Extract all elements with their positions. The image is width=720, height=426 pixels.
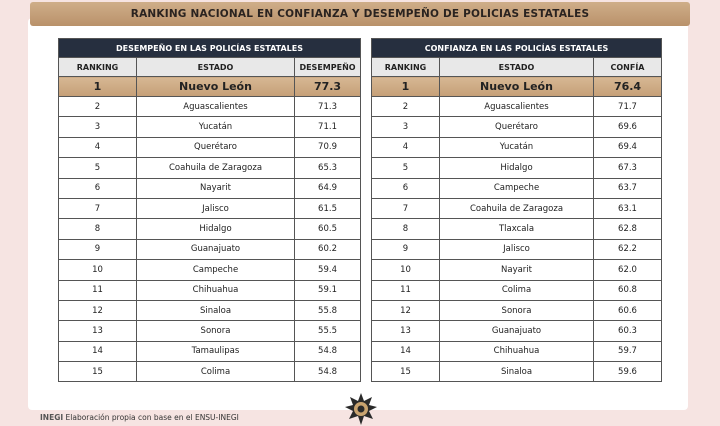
state-cell: Hidalgo — [440, 158, 594, 178]
value-cell: 62.8 — [594, 219, 662, 239]
ranking-cell: 10 — [59, 260, 137, 280]
table-row — [372, 300, 662, 320]
table-row — [59, 97, 361, 117]
table-row — [59, 341, 361, 361]
source-note — [40, 413, 239, 422]
table-row — [59, 300, 361, 320]
ranking-cell: 9 — [59, 239, 137, 259]
value-cell: 60.2 — [295, 239, 361, 259]
police-badge-icon — [344, 392, 378, 426]
state-cell: Nuevo León — [440, 77, 594, 97]
table-row — [372, 362, 662, 382]
column-header: RANKING — [372, 58, 440, 77]
ranking-cell: 13 — [372, 321, 440, 341]
ranking-cell: 2 — [59, 97, 137, 117]
table-row — [59, 117, 361, 137]
table-row — [59, 321, 361, 341]
value-cell: 65.3 — [295, 158, 361, 178]
ranking-cell: 3 — [372, 117, 440, 137]
state-cell: Nayarit — [440, 260, 594, 280]
state-cell: Colima — [440, 280, 594, 300]
state-cell: Hidalgo — [137, 219, 295, 239]
value-cell: 59.7 — [594, 341, 662, 361]
value-cell: 67.3 — [594, 158, 662, 178]
value-cell: 71.7 — [594, 97, 662, 117]
value-cell: 55.8 — [295, 300, 361, 320]
state-cell: Guanajuato — [440, 321, 594, 341]
table-row — [59, 260, 361, 280]
table-row — [372, 117, 662, 137]
value-cell: 69.6 — [594, 117, 662, 137]
column-header: RANKING — [59, 58, 137, 77]
table-row — [59, 280, 361, 300]
column-header: ESTADO — [440, 58, 594, 77]
ranking-cell: 15 — [59, 362, 137, 382]
state-cell: Tlaxcala — [440, 219, 594, 239]
ranking-cell: 4 — [59, 137, 137, 157]
table-row — [59, 77, 361, 97]
ranking-cell: 6 — [59, 178, 137, 198]
source-prefix: INEGI — [40, 413, 64, 422]
state-cell: Chihuahua — [137, 280, 295, 300]
state-cell: Campeche — [137, 260, 295, 280]
value-cell: 59.4 — [295, 260, 361, 280]
state-cell: Sinaloa — [137, 300, 295, 320]
value-cell: 71.3 — [295, 97, 361, 117]
value-cell: 62.0 — [594, 260, 662, 280]
table-row — [372, 178, 662, 198]
ranking-cell: 13 — [59, 321, 137, 341]
column-header: ESTADO — [137, 58, 295, 77]
table-row — [372, 260, 662, 280]
value-cell: 60.8 — [594, 280, 662, 300]
value-cell: 71.1 — [295, 117, 361, 137]
column-header: CONFÍA — [594, 58, 662, 77]
ranking-cell: 3 — [59, 117, 137, 137]
state-cell: Guanajuato — [137, 239, 295, 259]
ranking-cell: 9 — [372, 239, 440, 259]
value-cell: 63.7 — [594, 178, 662, 198]
state-cell: Yucatán — [440, 137, 594, 157]
state-cell: Campeche — [440, 178, 594, 198]
state-cell: Sonora — [440, 300, 594, 320]
table-row — [59, 219, 361, 239]
ranking-cell: 8 — [372, 219, 440, 239]
state-cell: Querétaro — [440, 117, 594, 137]
column-header: DESEMPEÑO — [295, 58, 361, 77]
ranking-cell: 2 — [372, 97, 440, 117]
table-row — [59, 198, 361, 218]
source-text: Elaboración propia con base en el ENSU-INEGI — [65, 413, 239, 422]
ranking-cell: 12 — [372, 300, 440, 320]
value-cell: 55.5 — [295, 321, 361, 341]
value-cell: 69.4 — [594, 137, 662, 157]
state-cell: Chihuahua — [440, 341, 594, 361]
state-cell: Nayarit — [137, 178, 295, 198]
value-cell: 60.3 — [594, 321, 662, 341]
page-title: RANKING NACIONAL EN CONFIANZA Y DESEMPEÑO DE POLICIAS ESTATALES — [30, 2, 690, 26]
table-row — [59, 137, 361, 157]
ranking-cell: 14 — [59, 341, 137, 361]
state-cell: Nuevo León — [137, 77, 295, 97]
table-row — [372, 219, 662, 239]
table-row — [372, 137, 662, 157]
ranking-cell: 7 — [372, 198, 440, 218]
state-cell: Querétaro — [137, 137, 295, 157]
ranking-cell: 5 — [59, 158, 137, 178]
table-row — [372, 321, 662, 341]
state-cell: Colima — [137, 362, 295, 382]
performance-table — [58, 38, 361, 382]
value-cell: 54.8 — [295, 362, 361, 382]
ranking-cell: 1 — [372, 77, 440, 97]
value-cell: 61.5 — [295, 198, 361, 218]
table-row — [59, 178, 361, 198]
table-row — [59, 158, 361, 178]
value-cell: 62.2 — [594, 239, 662, 259]
ranking-cell: 5 — [372, 158, 440, 178]
value-cell: 76.4 — [594, 77, 662, 97]
ranking-cell: 8 — [59, 219, 137, 239]
ranking-cell: 6 — [372, 178, 440, 198]
table-row — [372, 341, 662, 361]
state-cell: Sinaloa — [440, 362, 594, 382]
value-cell: 54.8 — [295, 341, 361, 361]
state-cell: Yucatán — [137, 117, 295, 137]
ranking-cell: 14 — [372, 341, 440, 361]
state-cell: Sonora — [137, 321, 295, 341]
table-row — [372, 97, 662, 117]
ranking-cell: 7 — [59, 198, 137, 218]
table-heading: CONFIANZA EN LAS POLICÍAS ESTATALES — [372, 39, 662, 58]
ranking-cell: 4 — [372, 137, 440, 157]
state-cell: Jalisco — [137, 198, 295, 218]
state-cell: Coahuila de Zaragoza — [440, 198, 594, 218]
value-cell: 59.1 — [295, 280, 361, 300]
table-row — [59, 362, 361, 382]
table-row — [372, 198, 662, 218]
table-row — [59, 239, 361, 259]
state-cell: Aguascalientes — [440, 97, 594, 117]
value-cell: 60.6 — [594, 300, 662, 320]
table-row — [372, 158, 662, 178]
table-row — [372, 77, 662, 97]
value-cell: 70.9 — [295, 137, 361, 157]
value-cell: 63.1 — [594, 198, 662, 218]
state-cell: Tamaulipas — [137, 341, 295, 361]
state-cell: Jalisco — [440, 239, 594, 259]
state-cell: Aguascalientes — [137, 97, 295, 117]
table-row — [372, 280, 662, 300]
ranking-cell: 11 — [59, 280, 137, 300]
ranking-cell: 1 — [59, 77, 137, 97]
ranking-cell: 12 — [59, 300, 137, 320]
state-cell: Coahuila de Zaragoza — [137, 158, 295, 178]
table-row — [372, 239, 662, 259]
ranking-cell: 15 — [372, 362, 440, 382]
value-cell: 60.5 — [295, 219, 361, 239]
trust-table — [371, 38, 662, 382]
value-cell: 64.9 — [295, 178, 361, 198]
value-cell: 77.3 — [295, 77, 361, 97]
ranking-cell: 11 — [372, 280, 440, 300]
ranking-cell: 10 — [372, 260, 440, 280]
value-cell: 59.6 — [594, 362, 662, 382]
table-heading: DESEMPEÑO EN LAS POLICÍAS ESTATALES — [59, 39, 361, 58]
